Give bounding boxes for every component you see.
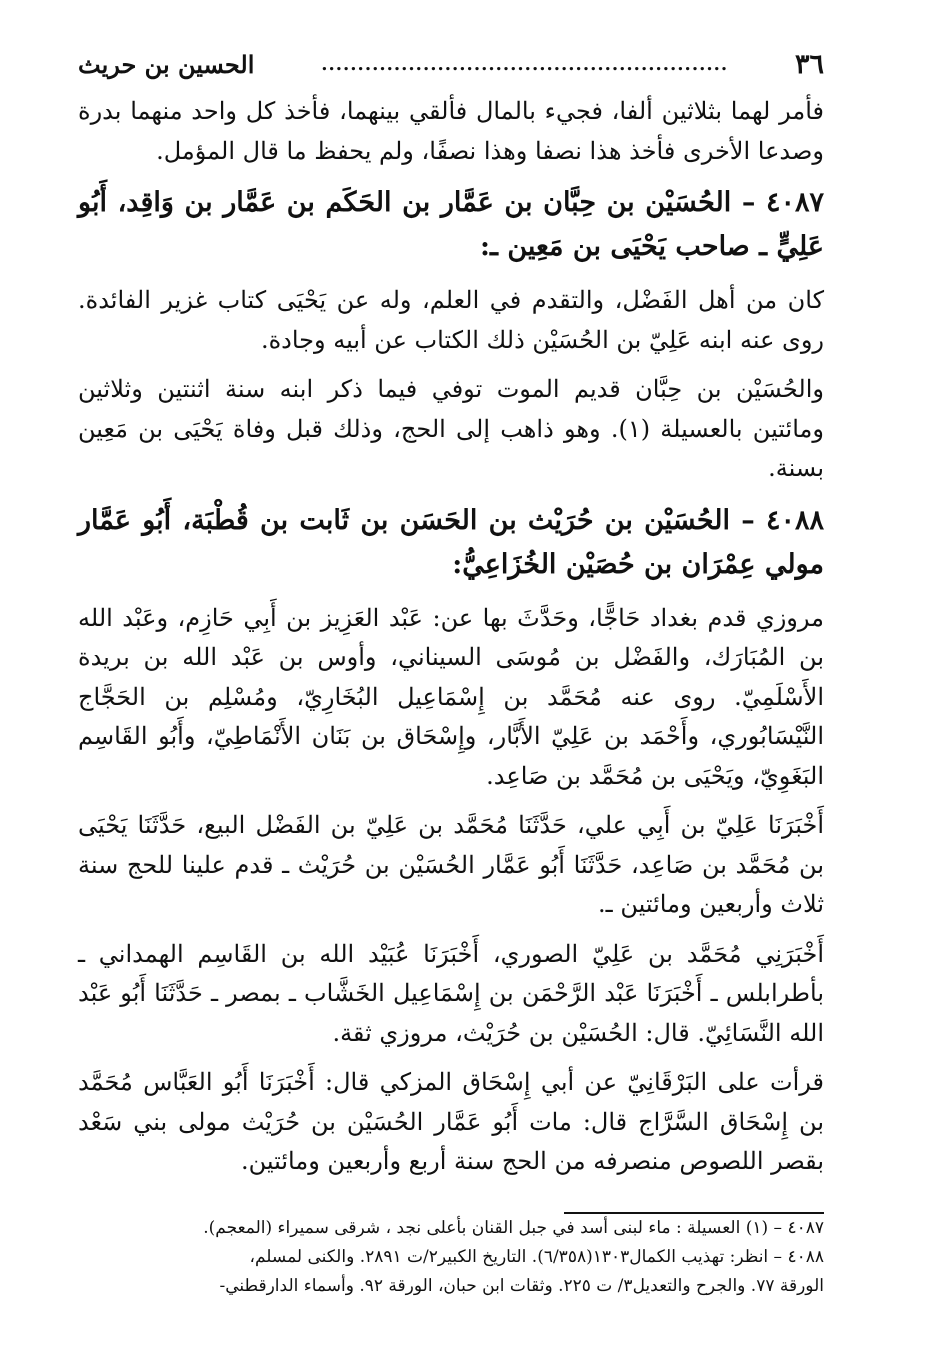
entry-title-4088: ٤٠٨٨ – الحُسَيْن بن حُرَيْث بن الحَسَن بن ثَابت بن قُطْبَة، أَبُو عَمَّار مولي عِمْرَان بن حُصَيْن الخُزَاعِيُّ: bbox=[78, 504, 824, 580]
paragraph-continuation: فأمر لهما بثلاثين ألفا، فجيء بالمال فألقي بينهما، فأخذ كل واحد منهما بدرة وصدعا الأخرى فأخذ هذا نصفا وهذا نصفًا، ولم يحفظ ما قال المؤمل. bbox=[78, 97, 824, 165]
page-header bbox=[78, 42, 824, 86]
footnote-line: ٤٠٨٨ – انظر: تهذيب الكمال١٣٠٣(٦/٣٥٨). التاريخ الكبير٢/ت ٢٨٩١. والكنى لمسلم، bbox=[249, 1247, 824, 1267]
header-leader-dots: ........................................................ bbox=[321, 53, 729, 75]
main-text bbox=[78, 92, 824, 1192]
paragraph: أَخْبَرَنَا عَلِيّ بن أَبِي علي، حَدَّثَنَا مُحَمَّد بن عَلِيّ بن الفَضْل البيع، حَدَّثَنَا يَحْيَى بن مُحَمَّد بن صَاعِد، حَدَّثَنَا أَبُو عَمَّار الحُسَيْن بن حُرَيْث ـ قدم علينا للحج سنة ثلاث وأربعين ومائتين ـ. bbox=[78, 811, 825, 918]
paragraph: أَخْبَرَنِي مُحَمَّد بن عَلِيّ الصوري، أَخْبَرَنَا عُبَيْد الله بن القَاسِم الهمداني ـ بأطرابلس ـ أَخْبَرَنَا عَبْد الرَّحْمَن بن إِسْمَاعِيل الخَشَّاب ـ بمصر ـ حَدَّثَنَا أَبُو عَبْد الله النَّسَائِيّ. قال: الحُسَيْن بن حُرَيْث، مروزي ثقة. bbox=[78, 939, 824, 1047]
paragraph: قرأت على البَرْقَانِيّ عن أبي إِسْحَاق المزكي قال: أَخْبَرَنَا أَبُو العَبَّاس مُحَمَّد بن إِسْحَاق السَّرَّاج قال: مات أَبُو عَمَّار الحُسَيْن بن حُرَيْث مولى بني سَعْد بقصر اللصوص منصرفه من الحج سنة أربع وأربعين ومائتين. bbox=[78, 1068, 824, 1175]
running-title: الحسين بن حريث bbox=[78, 49, 255, 79]
footnote-line: الورقة ٧٧. والجرح والتعديل٣/ ت ٢٢٥. وثقات ابن حبان، الورقة ٩٢. وأسماء الدارقطني- bbox=[219, 1276, 824, 1296]
paragraph: والحُسَيْن بن حِبَّان قديم الموت توفي فيما ذكر ابنه سنة اثنتين وثلاثين ومائتين بالعسيلة (١). وهو ذاهب إلى الحج، وذلك قبل وفاة يَحْيَى بن مَعِين بسنة. bbox=[78, 375, 824, 482]
entry-title-4087: ٤٠٨٧ – الحُسَيْن بن حِبَّان بن عَمَّار بن الحَكَم بن عَمَّار بن وَاقِد، أَبُو عَلِيٍّ ـ صاحب يَحْيَى بن مَعِين ـ: bbox=[78, 187, 824, 262]
paragraph: كان من أهل الفَضْل، والتقدم في العلم، وله عن يَحْيَى كتاب غزير الفائدة. روى عنه ابنه عَلِيّ بن الحُسَيْن ذلك الكتاب عن أبيه وجادة. bbox=[78, 286, 824, 354]
footnote-line: ٤٠٨٧ – (١) العسيلة : ماء لبنى أسد في جبل القنان بأعلى نجد ، شرقى سميراء (المعجم). bbox=[203, 1218, 824, 1238]
page-number: ٣٦ bbox=[794, 48, 824, 80]
paragraph: مروزي قدم بغداد حَاجًّا، وحَدَّثَ بها عن: عَبْد العَزِيز بن أَبِي حَازِم، وعَبْد الله بن المُبَارَك، والفَضْل بن مُوسَى السيناني، وأوس بن عَبْد الله بن بريدة الأَسْلَمِيّ. روى عنه مُحَمَّد بن إِسْمَاعِيل البُخَارِيّ، ومُسْلِم بن الحَجَّاج النَّيْسَابُوري، وأَحْمَد بن عَلِيّ الأَبَّار، وإِسْحَاق بن بَنَان الأَنْمَاطِيّ، وأَبُو القَاسِم البَغَوِيّ، ويَحْيَى بن مُحَمَّد بن صَاعِد. bbox=[78, 603, 824, 790]
footnotes bbox=[78, 1212, 824, 1301]
